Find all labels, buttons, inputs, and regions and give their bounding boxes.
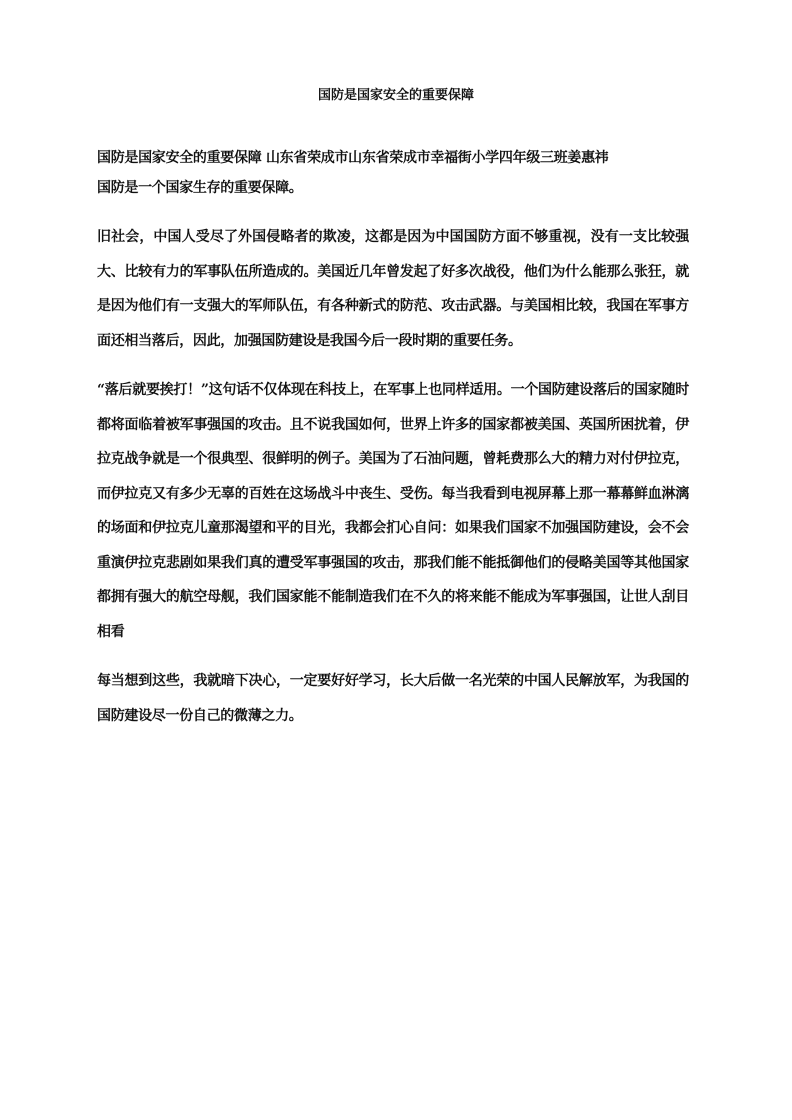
- byline: 国防是国家安全的重要保障 山东省荣成市山东省荣成市幸福街小学四年级三班姜惠祎: [97, 150, 609, 166]
- paragraph-1: 旧社会，中国人受尽了外国侵略者的欺凌，这都是因为中国国防方面不够重视，没有一支比较强大、比较有力的军事队伍所造成的。美国近几年曾发起了好多次战役，他们为什么能那么张狂，就是因为他们有一支强大的军师队伍，有各种新式的防范、攻击武器。与美国相比较，我国在军事方面还相当落后，因此，加强国防建设是我国今后一段时期的重要任务。: [97, 229, 689, 349]
- intro-line: 国防是一个国家生存的重要保障。: [97, 180, 303, 196]
- document-title: 国防是国家安全的重要保障: [317, 88, 474, 103]
- paragraph-3: 每当想到这些，我就暗下决心，一定要好好学习，长大后做一名光荣的中国人民解放军，为我国的国防建设尽一份自己的微薄之力。: [97, 673, 689, 724]
- document-body: [97, 143, 689, 733]
- paragraph-2: “落后就要挨打！”这句话不仅体现在科技上，在军事上也同样适用。一个国防建设落后的国家随时都将面临着被军事强国的攻击。且不说我国如何，世界上许多的国家都被美国、英国所困扰着，伊拉克战争就是一个很典型、很鲜明的例子。美国为了石油问题，曾耗费那么大的精力对付伊拉克，而伊拉克又有多少无辜的百姓在这场战斗中丧生、受伤。每当我看到电视屏幕上那一幕幕鲜血淋漓的场面和伊拉克儿童那渴望和平的目光，我都会扪心自问：如果我们国家不加强国防建设，会不会重演伊拉克悲剧如果我们真的遭受军事强国的攻击，那我们能不能抵御他们的侵略美国等其他国家都拥有强大的航空母舰，我们国家能不能制造我们在不久的将来能不能成为军事强国，让世人刮目相看: [97, 382, 689, 640]
